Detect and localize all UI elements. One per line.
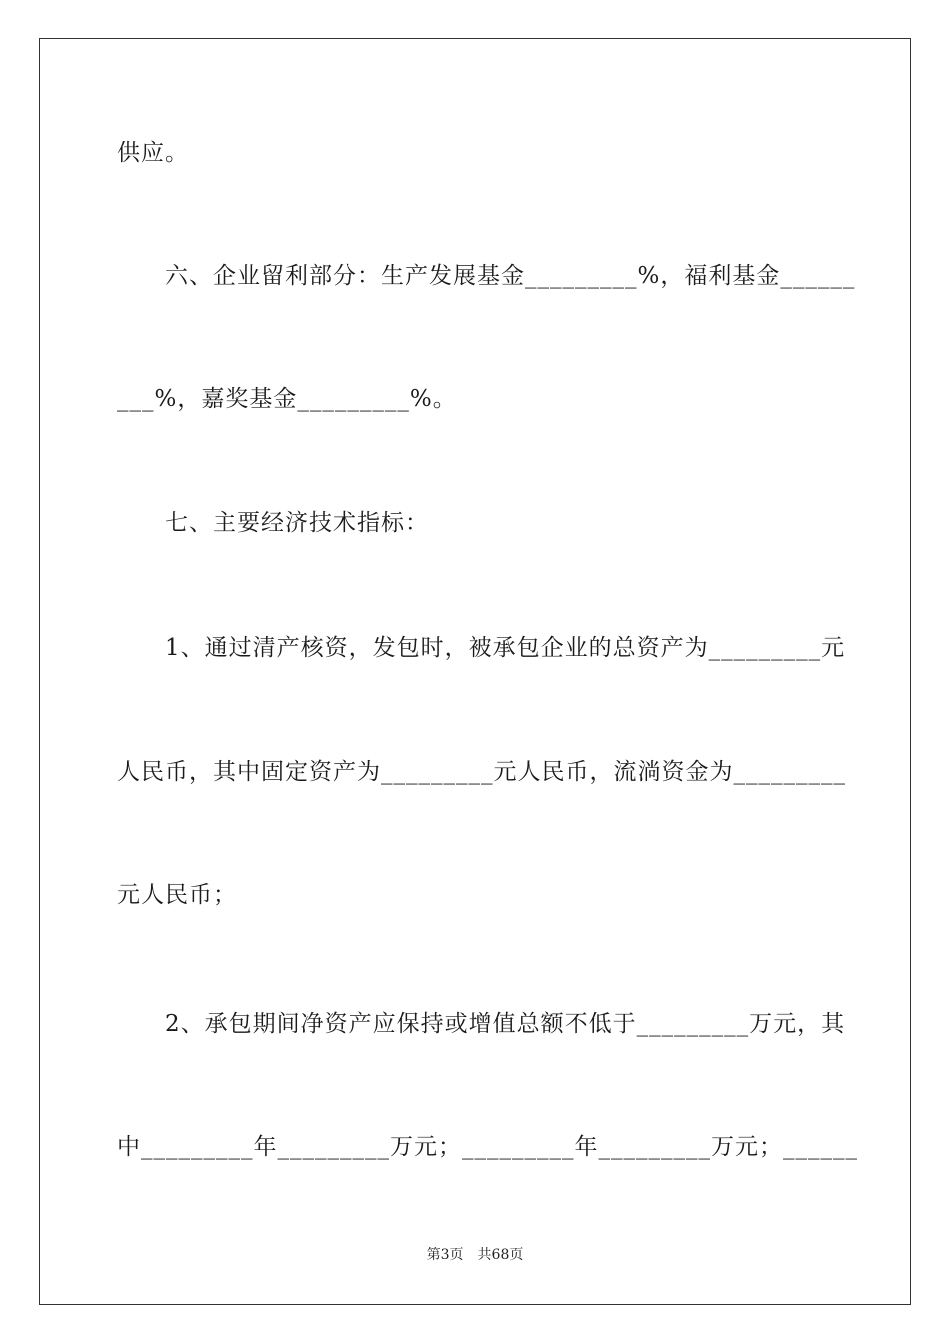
text-line-3: ___%，嘉奖基金_________%。 (117, 386, 457, 412)
text-line-8: 2、承包期间净资产应保持或增值总额不低于_________万元，其 (117, 1011, 846, 1037)
text-line-6: 人民币，其中固定资产为_________元人民币，流淌资金为_________ (117, 759, 846, 785)
page-footer: 第3页 共68页 (426, 1247, 524, 1263)
text-line-9: 中_________年_________万元；_________年_________万元；______ (117, 1134, 858, 1160)
page-border (39, 38, 911, 1305)
text-line-7: 元人民币； (117, 882, 237, 908)
text-line-2: 六、企业留利部分：生产发展基金_________%，福利基金______ (117, 263, 856, 289)
text-line-1: 供应。 (117, 140, 189, 166)
text-line-4: 七、主要经济技术指标： (117, 510, 429, 536)
text-line-5: 1、通过清产核资，发包时，被承包企业的总资产为_________元 (117, 635, 846, 661)
